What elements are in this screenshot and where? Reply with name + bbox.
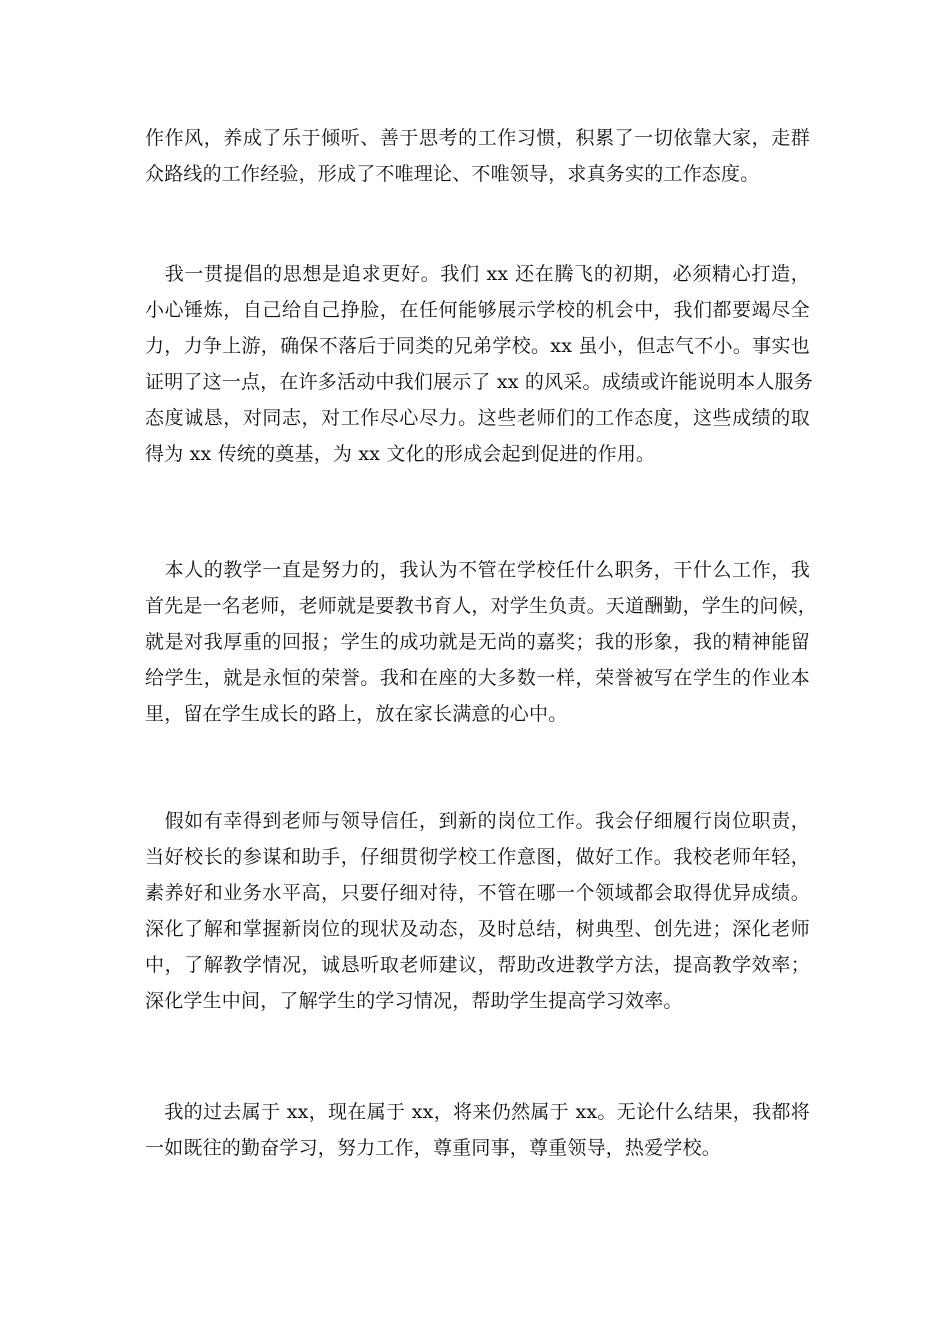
paragraph-5: [145, 1094, 810, 1166]
paragraph-line: 首先是一名老师，老师就是要教书育人，对学生负责。天道酬勤，学生的问候，: [145, 595, 818, 617]
paragraph-line: 作作风，养成了乐于倾听、善于思考的工作习惯，积累了一切依靠大家，走群: [145, 127, 810, 149]
paragraph-line: 当好校长的参谋和助手，仔细贯彻学校工作意图，做好工作。我校老师年轻，: [145, 846, 810, 868]
paragraph-line: 深化了解和掌握新岗位的现状及动态，及时总结，树典型、创先进；深化老师: [145, 918, 810, 940]
paragraph-line: 就是对我厚重的回报；学生的成功就是无尚的嘉奖；我的形象，我的精神能留: [145, 631, 810, 653]
paragraph-line: 假如有幸得到老师与领导信任，到新的岗位工作。我会仔细履行岗位职责，: [145, 810, 810, 832]
paragraph-line: 我一贯提倡的思想是追求更好。我们 xx 还在腾飞的初期，必须精心打造，: [145, 263, 810, 285]
paragraph-line: 得为 xx 传统的奠基，为 xx 文化的形成会起到促进的作用。: [145, 443, 656, 465]
paragraph-4: [145, 803, 810, 1019]
paragraph-line: 里，留在学生成长的路上，放在家长满意的心中。: [145, 703, 568, 725]
paragraph-line: 本人的教学一直是努力的，我认为不管在学校任什么职务，干什么工作，我: [145, 559, 810, 581]
paragraph-1: [145, 120, 810, 192]
paragraph-line: 小心锤炼，自己给自己挣脸，在任何能够展示学校的机会中，我们都要竭尽全: [145, 299, 810, 321]
paragraph-line: 力，力争上游，确保不落后于同类的兄弟学校。xx 虽小，但志气不小。事实也: [145, 335, 810, 357]
paragraph-line: 一如既往的勤奋学习，努力工作，尊重同事，尊重领导，热爱学校。: [145, 1137, 722, 1159]
paragraph-3: [145, 552, 818, 732]
paragraph-line: 素养好和业务水平高，只要仔细对待，不管在哪一个领域都会取得优异成绩。: [145, 882, 810, 904]
paragraph-line: 给学生，就是永恒的荣誉。我和在座的大多数一样，荣誉被写在学生的作业本: [145, 667, 810, 689]
paragraph-2: [145, 256, 813, 472]
paragraph-line: 中，了解教学情况，诚恳听取老师建议，帮助改进教学方法，提高教学效率；: [145, 954, 810, 976]
paragraph-line: 深化学生中间，了解学生的学习情况，帮助学生提高学习效率。: [145, 990, 683, 1012]
paragraph-line: 我的过去属于 xx，现在属于 xx，将来仍然属于 xx。无论什么结果，我都将: [145, 1101, 810, 1123]
paragraph-line: 态度诚恳，对同志，对工作尽心尽力。这些老师们的工作态度，这些成绩的取: [145, 407, 810, 429]
paragraph-line: 众路线的工作经验，形成了不唯理论、不唯领导，求真务实的工作态度。: [145, 163, 760, 185]
paragraph-line: 证明了这一点，在许多活动中我们展示了 xx 的风采。成绩或许能说明本人服务: [145, 371, 813, 393]
